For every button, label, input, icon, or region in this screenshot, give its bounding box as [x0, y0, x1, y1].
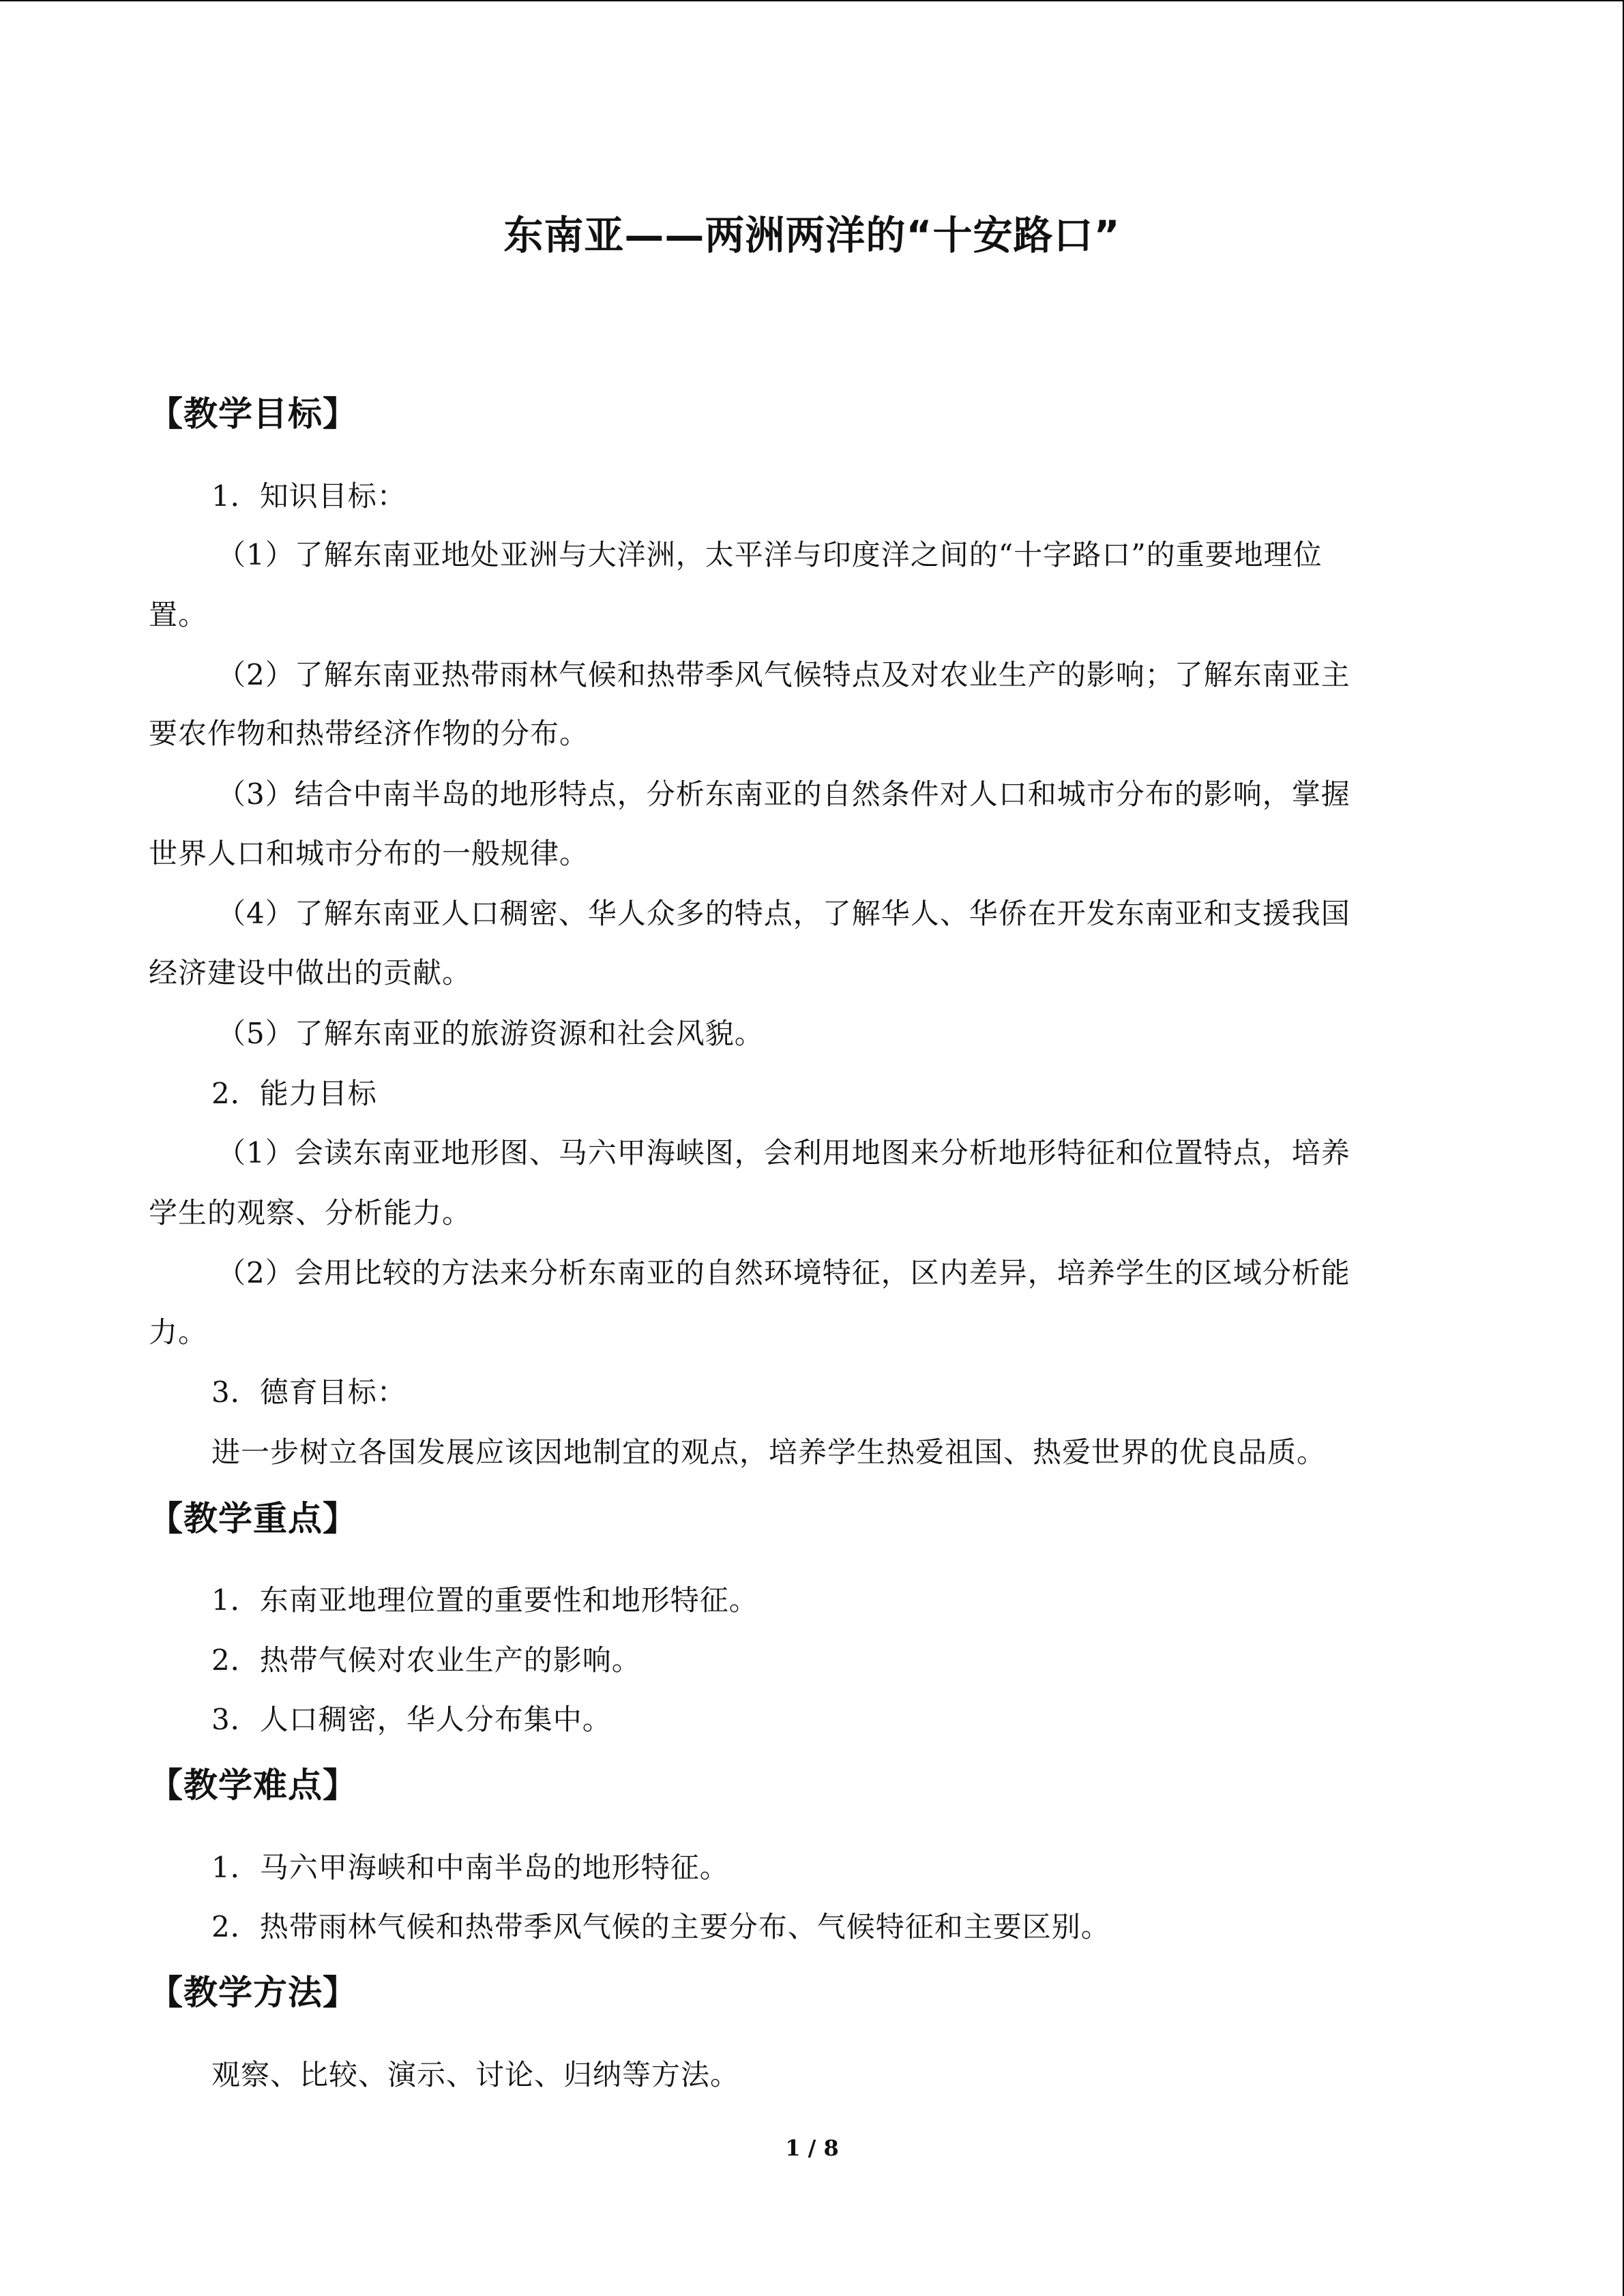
ability-item-2-line-2: 力。	[149, 1315, 208, 1349]
knowledge-item-3-line-2: 世界人口和城市分布的一般规律。	[149, 837, 589, 870]
knowledge-item-2-line-2: 要农作物和热带经济作物的分布。	[149, 717, 589, 750]
moral-objectives-text: 进一步树立各国发展应该因地制宜的观点，培养学生热爱祖国、热爱世界的优良品质。	[211, 1435, 1327, 1469]
key-point-item-1: 1．东南亚地理位置的重要性和地形特征。	[211, 1583, 758, 1617]
methods-text: 观察、比较、演示、讨论、归纳等方法。	[211, 2058, 740, 2091]
ability-objectives-label: 2．能力目标	[211, 1077, 377, 1110]
difficulty-item-1: 1．马六甲海峡和中南半岛的地形特征。	[211, 1851, 729, 1884]
section-heading-key-points: 【教学重点】	[149, 1499, 357, 1538]
knowledge-item-4-line-1: （4）了解东南亚人口稠密、华人众多的特点，了解华人、华侨在开发东南亚和支援我国	[217, 897, 1350, 930]
knowledge-item-3-line-1: （3）结合中南半岛的地形特点，分析东南亚的自然条件对人口和城市分布的影响，掌握	[217, 777, 1350, 811]
knowledge-item-1-line-1: （1）了解东南亚地处亚洲与大洋洲，太平洋与印度洋之间的“十字路口”的重要地理位	[217, 538, 1323, 571]
knowledge-item-4-line-2: 经济建设中做出的贡献。	[149, 956, 472, 989]
ability-item-1-line-1: （1）会读东南亚地形图、马六甲海峡图，会利用地图来分析地形特征和位置特点，培养	[217, 1136, 1350, 1169]
section-heading-methods: 【教学方法】	[149, 1973, 357, 2012]
page-number: 1 / 8	[785, 2135, 839, 2161]
moral-objectives-label: 3．德育目标：	[211, 1375, 407, 1409]
ability-item-1-line-2: 学生的观察、分析能力。	[149, 1196, 472, 1229]
section-heading-objectives: 【教学目标】	[149, 394, 357, 434]
knowledge-item-5: （5）了解东南亚的旅游资源和社会风貌。	[217, 1017, 764, 1050]
key-point-item-2: 2．热带气候对农业生产的影响。	[211, 1643, 641, 1677]
ability-item-2-line-1: （2）会用比较的方法来分析东南亚的自然环境特征，区内差异，培养学生的区域分析能	[217, 1256, 1350, 1289]
knowledge-objectives-label: 1．知识目标：	[211, 479, 407, 513]
section-heading-difficulties: 【教学难点】	[149, 1765, 357, 1805]
key-point-item-3: 3．人口稠密，华人分布集中。	[211, 1703, 612, 1736]
knowledge-item-2-line-1: （2）了解东南亚热带雨林气候和热带季风气候特点及对农业生产的影响；了解东南亚主	[217, 658, 1350, 691]
document-title: 东南亚——两洲两洋的“十安路口”	[503, 212, 1121, 258]
knowledge-item-1-line-2: 置。	[149, 598, 208, 631]
difficulty-item-2: 2．热带雨林气候和热带季风气候的主要分布、气候特征和主要区别。	[211, 1910, 1110, 1943]
